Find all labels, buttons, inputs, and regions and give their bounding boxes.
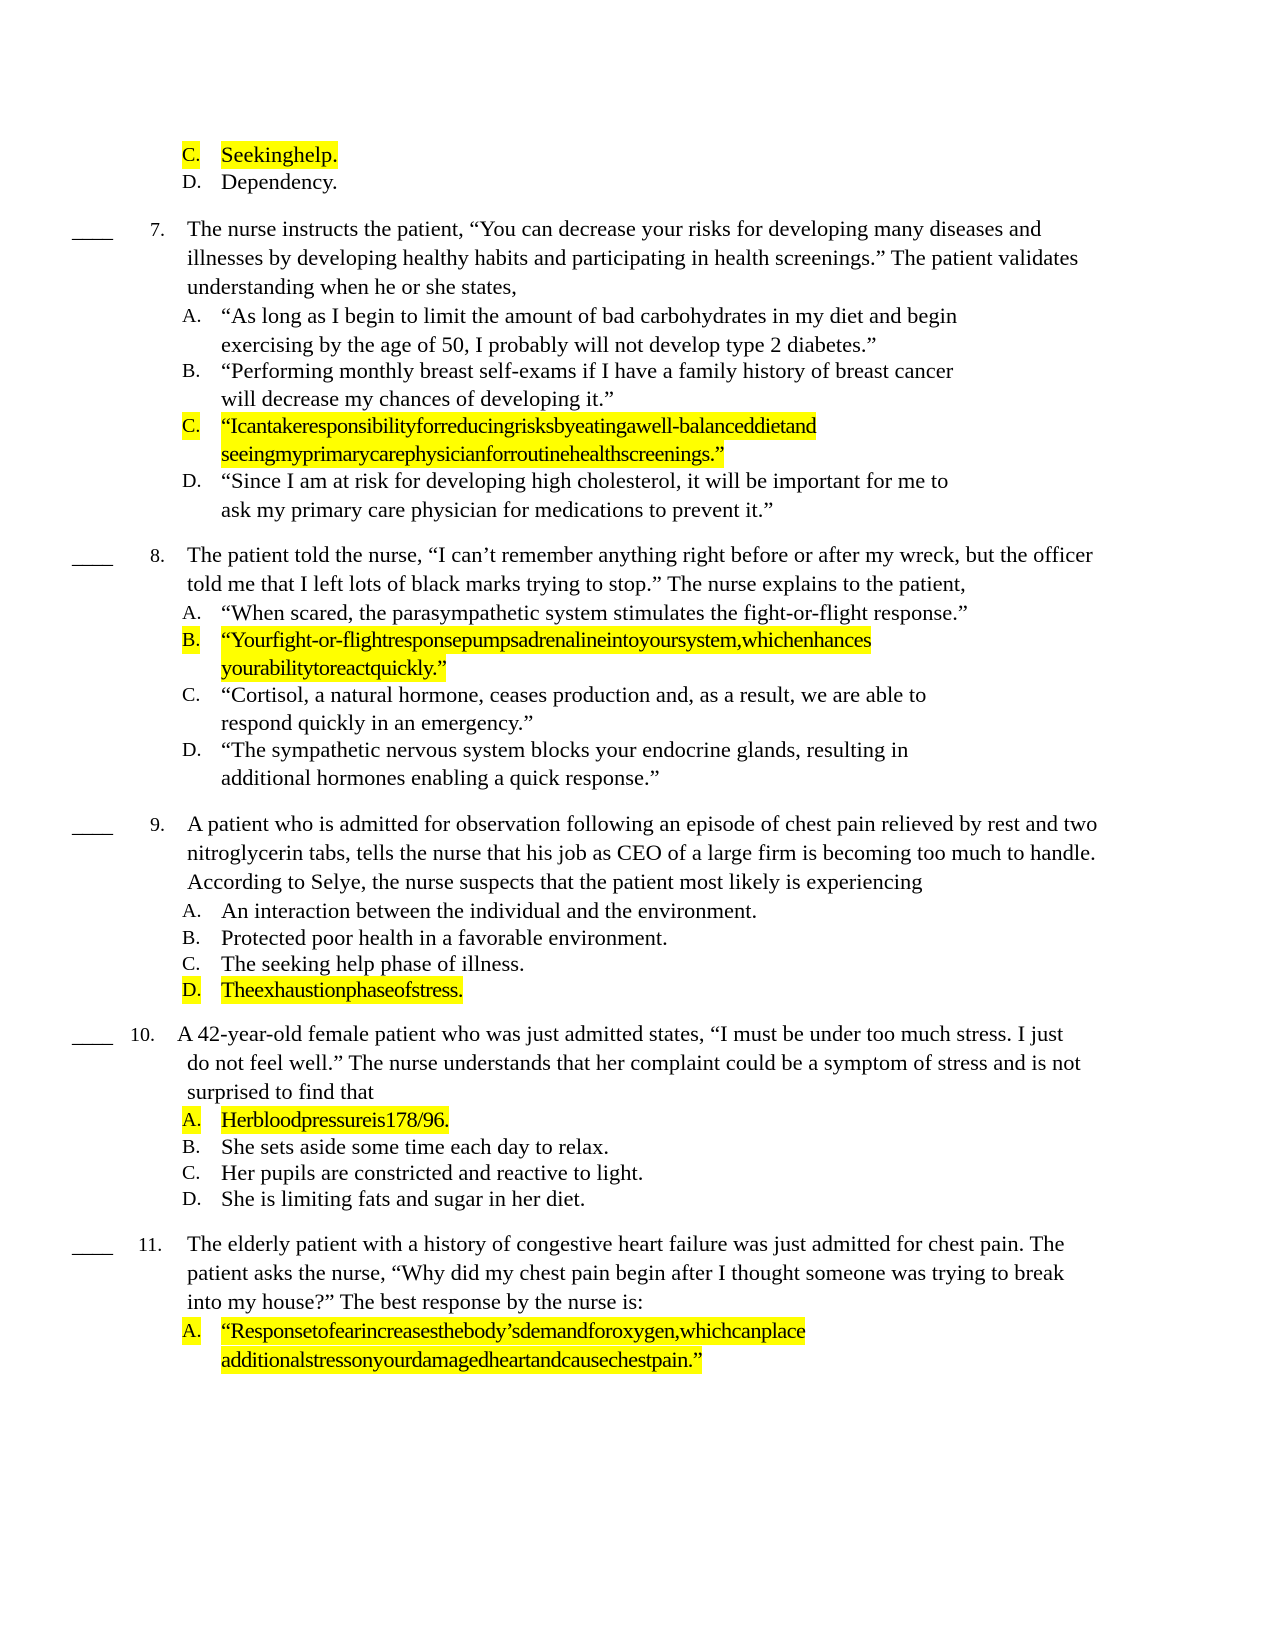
question-number: 8. (150, 545, 165, 567)
answer-blank: ____ (72, 217, 112, 242)
option-text: Protected poor health in a favorable environment. (221, 925, 668, 950)
option-text: “When scared, the parasympathetic system stimulates the fight-or-flight response.” (221, 600, 968, 625)
question-stem-line: nitroglycerin tabs, tells the nurse that his job as CEO of a large firm is becoming too much to handle. (187, 840, 1096, 865)
option-text: exercising by the age of 50, I probably will not develop type 2 diabetes.” (221, 332, 877, 357)
question-stem-line: into my house?” The best response by the nurse is: (187, 1289, 644, 1314)
question-number: 7. (150, 219, 165, 241)
option-text: seeingmyprimarycarephysicianforroutinehealthscreenings.” (221, 441, 725, 466)
option-letter: A. (182, 602, 202, 624)
question-number: 11. (138, 1234, 163, 1256)
question-stem-line: A patient who is admitted for observation following an episode of chest pain relieved by rest and two (187, 811, 1098, 836)
option-text: Herbloodpressureis178/96. (221, 1107, 450, 1132)
question-number: 10. (130, 1024, 155, 1046)
option-text: will decrease my chances of developing it.” (221, 386, 614, 411)
question-stem-line: The patient told the nurse, “I can’t remember anything right before or after my wreck, but the officer (187, 542, 1093, 567)
option-letter: A. (182, 1106, 201, 1134)
option-text: Seekinghelp. (221, 142, 338, 167)
option-text: additionalstressonyourdamagedheartandcausechestpain.” (221, 1347, 703, 1372)
option-letter: A. (182, 1317, 201, 1345)
option-text: “As long as I begin to limit the amount of bad carbohydrates in my diet and begin (221, 303, 958, 328)
option-letter: D. (182, 171, 202, 193)
question-number: 9. (150, 814, 165, 836)
option-text: An interaction between the individual and the environment. (221, 898, 758, 923)
option-text: additional hormones enabling a quick response.” (221, 765, 660, 790)
option-letter: C. (182, 141, 200, 169)
option-text: Theexhaustionphaseofstress. (221, 977, 463, 1002)
question-stem-line: do not feel well.” The nurse understands that her complaint could be a symptom of stress and is not (187, 1050, 1081, 1075)
option-letter: D. (182, 976, 201, 1004)
question-stem-line: patient asks the nurse, “Why did my chest pain begin after I thought someone was trying to break (187, 1260, 1065, 1285)
option-text: “Since I am at risk for developing high cholesterol, it will be important for me to (221, 468, 949, 493)
option-text: “The sympathetic nervous system blocks your endocrine glands, resulting in (221, 737, 909, 762)
option-letter: C. (182, 684, 201, 706)
question-stem-line: told me that I left lots of black marks trying to stop.” The nurse explains to the patient, (187, 571, 966, 596)
option-text: “Performing monthly breast self-exams if I have a family history of breast cancer (221, 358, 954, 383)
option-letter: B. (182, 927, 201, 949)
option-letter: A. (182, 305, 202, 327)
option-letter: C. (182, 1162, 201, 1184)
question-stem-line: The nurse instructs the patient, “You can decrease your risks for developing many diseases and (187, 216, 1042, 241)
question-stem-line: understanding when he or she states, (187, 274, 517, 299)
answer-blank: ____ (72, 543, 112, 568)
option-letter: B. (182, 626, 200, 654)
option-letter: B. (182, 360, 201, 382)
option-letter: D. (182, 1188, 202, 1210)
question-stem-line: illnesses by developing healthy habits and participating in health screenings.” The patient validates (187, 245, 1079, 270)
option-text: ask my primary care physician for medications to prevent it.” (221, 497, 774, 522)
answer-blank: ____ (72, 812, 112, 837)
question-stem-line: According to Selye, the nurse suspects that the patient most likely is experiencing (187, 869, 923, 894)
option-text: “Icantakeresponsibilityforreducingrisksbyeatingawell-balanceddietand (221, 413, 817, 438)
question-stem-line: A 42-year-old female patient who was just admitted states, “I must be under too much stress. I just (177, 1021, 1064, 1046)
option-text: Her pupils are constricted and reactive to light. (221, 1160, 644, 1185)
option-text: “Yourfight-or-flightresponsepumpsadrenalineintoyoursystem,whichenhances (221, 627, 872, 652)
answer-blank: ____ (72, 1232, 112, 1257)
option-letter: B. (182, 1136, 201, 1158)
option-letter: A. (182, 900, 202, 922)
option-letter: C. (182, 953, 201, 975)
option-text: respond quickly in an emergency.” (221, 710, 534, 735)
answer-blank: ____ (72, 1022, 112, 1047)
option-letter: D. (182, 470, 202, 492)
option-text: yourabilitytoreactquickly.” (221, 655, 447, 680)
option-text: She is limiting fats and sugar in her diet. (221, 1186, 586, 1211)
option-text: “Responsetofearincreasesthebody’sdemandforoxygen,whichcanplace (221, 1318, 806, 1343)
option-letter: D. (182, 739, 202, 761)
question-stem-line: The elderly patient with a history of congestive heart failure was just admitted for chest pain. The (187, 1231, 1065, 1256)
option-text: Dependency. (221, 169, 338, 194)
option-text: The seeking help phase of illness. (221, 951, 525, 976)
option-letter: C. (182, 412, 200, 440)
option-text: She sets aside some time each day to relax. (221, 1134, 610, 1159)
question-stem-line: surprised to find that (187, 1079, 374, 1104)
option-text: “Cortisol, a natural hormone, ceases production and, as a result, we are able to (221, 682, 927, 707)
